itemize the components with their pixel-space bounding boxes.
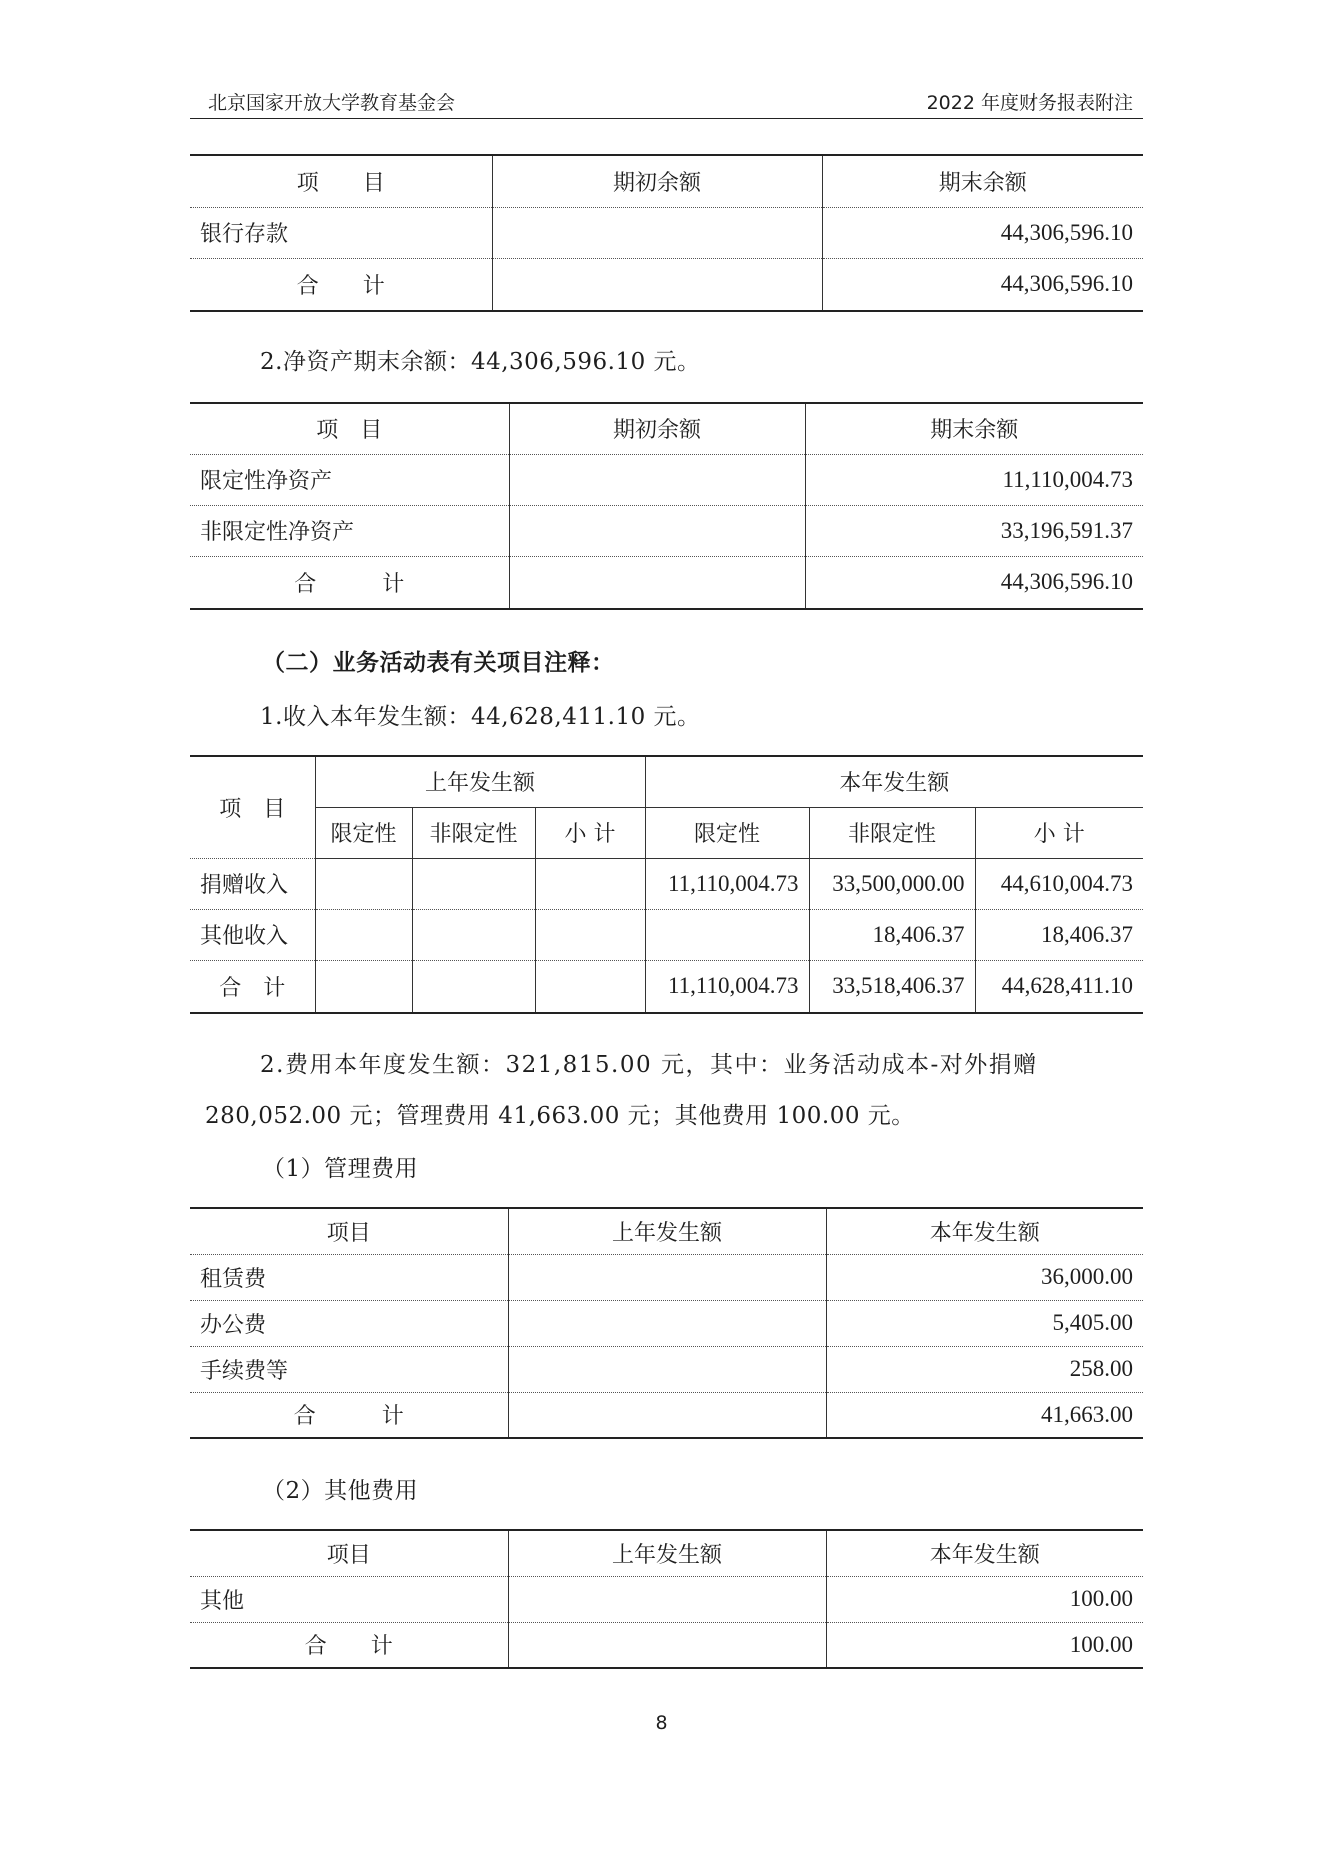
row-label: 合 计 [294, 571, 405, 597]
cell-value [645, 909, 809, 960]
row-label: 合 计 [219, 975, 286, 1001]
column-group-header: 上年发生额 [315, 756, 645, 807]
cell-value [535, 909, 645, 960]
cell-end: 44,306,596.10 [805, 556, 1143, 609]
other-expense-table [190, 1529, 1143, 1669]
cell-value [412, 858, 535, 909]
row-label: 其他收入 [190, 909, 315, 960]
row-label: 银行存款 [190, 207, 492, 258]
column-header: 非限定性 [809, 807, 975, 858]
table-header-row [190, 756, 1143, 807]
cell-value [315, 858, 412, 909]
row-label: 合 计 [296, 273, 385, 299]
cell-end: 11,110,004.73 [805, 454, 1143, 505]
column-header: 项目 [190, 1530, 508, 1576]
total-row [190, 1622, 1143, 1668]
column-header: 上年发生额 [508, 1208, 826, 1254]
cell-curr: 100.00 [826, 1622, 1143, 1668]
cell-curr: 100.00 [826, 1576, 1143, 1622]
column-header: 非限定性 [412, 807, 535, 858]
row-label: 办公费 [190, 1300, 508, 1346]
cell-end: 44,306,596.10 [822, 207, 1143, 258]
cell-value: 44,610,004.73 [975, 858, 1143, 909]
cell-value: 11,110,004.73 [645, 858, 809, 909]
cell-start [509, 454, 805, 505]
cell-end: 44,306,596.10 [822, 258, 1143, 311]
page-number: 8 [655, 1712, 668, 1734]
row-label: 合 计 [293, 1404, 404, 1430]
table-header-row [190, 155, 1143, 207]
total-row [190, 258, 1143, 311]
row-label: 捐赠收入 [190, 858, 315, 909]
cell-value [535, 858, 645, 909]
table-row [190, 1254, 1143, 1300]
cell-prev [508, 1622, 826, 1668]
total-row [190, 556, 1143, 609]
column-header: 限定性 [315, 807, 412, 858]
table-row [190, 207, 1143, 258]
table-row [190, 1346, 1143, 1392]
header-report-title: 2022 年度财务报表附注 [926, 92, 1133, 114]
cell-value [315, 909, 412, 960]
total-row [190, 960, 1143, 1013]
cell-start [492, 258, 822, 311]
column-header: 项 目 [190, 756, 315, 858]
column-header: 项 目 [190, 155, 492, 207]
header-rule [190, 118, 1143, 119]
cell-curr: 41,663.00 [826, 1392, 1143, 1438]
column-header: 小 计 [975, 807, 1143, 858]
column-header: 期末余额 [805, 403, 1143, 454]
cell-start [509, 556, 805, 609]
cell-prev [508, 1254, 826, 1300]
income-paragraph: 1.收入本年发生额：44,628,411.10 元。 [260, 704, 701, 730]
management-expense-table [190, 1207, 1143, 1439]
cell-start [509, 505, 805, 556]
column-header: 项目 [190, 1208, 508, 1254]
column-header: 期初余额 [509, 403, 805, 454]
column-header: 期初余额 [492, 155, 822, 207]
cell-value: 11,110,004.73 [645, 960, 809, 1013]
cell-value [535, 960, 645, 1013]
column-header: 小 计 [535, 807, 645, 858]
total-row [190, 1392, 1143, 1438]
cell-prev [508, 1392, 826, 1438]
cell-curr: 5,405.00 [826, 1300, 1143, 1346]
bank-balance-table [190, 154, 1143, 312]
cell-value: 18,406.37 [975, 909, 1143, 960]
row-label: 合 计 [304, 1634, 393, 1660]
row-label: 限定性净资产 [190, 454, 509, 505]
cell-curr: 258.00 [826, 1346, 1143, 1392]
header-org-name: 北京国家开放大学教育基金会 [208, 92, 456, 114]
table-subheader-row [190, 807, 1143, 858]
cell-prev [508, 1300, 826, 1346]
column-header: 本年发生额 [826, 1208, 1143, 1254]
column-header: 期末余额 [822, 155, 1143, 207]
table-row [190, 454, 1143, 505]
row-label: 租赁费 [190, 1254, 508, 1300]
table-row [190, 858, 1143, 909]
table-header-row [190, 403, 1143, 454]
row-label: 非限定性净资产 [190, 505, 509, 556]
cell-value: 33,518,406.37 [809, 960, 975, 1013]
table-row [190, 1300, 1143, 1346]
column-header: 限定性 [645, 807, 809, 858]
row-label: 手续费等 [190, 1346, 508, 1392]
cell-end: 33,196,591.37 [805, 505, 1143, 556]
subsection-heading: （1）管理费用 [262, 1156, 419, 1182]
net-assets-paragraph: 2.净资产期末余额：44,306,596.10 元。 [260, 349, 701, 375]
cell-prev [508, 1576, 826, 1622]
cell-curr: 36,000.00 [826, 1254, 1143, 1300]
cell-prev [508, 1346, 826, 1392]
section-heading: （二）业务活动表有关项目注释： [262, 649, 615, 676]
table-row [190, 909, 1143, 960]
cell-value [412, 909, 535, 960]
cell-value [412, 960, 535, 1013]
table-header-row [190, 1530, 1143, 1576]
expense-paragraph-line1: 2.费用本年度发生额：321,815.00 元，其中：业务活动成本-对外捐赠 [260, 1052, 1038, 1078]
column-header: 上年发生额 [508, 1530, 826, 1576]
table-row [190, 1576, 1143, 1622]
column-header: 项 目 [190, 403, 509, 454]
subsection-heading: （2）其他费用 [262, 1478, 419, 1504]
income-table [190, 755, 1143, 1014]
table-row [190, 505, 1143, 556]
expense-paragraph-line2: 280,052.00 元；管理费用 41,663.00 元；其他费用 100.00 元。 [205, 1103, 915, 1129]
net-assets-table [190, 402, 1143, 610]
column-group-header: 本年发生额 [645, 756, 1143, 807]
row-label: 其他 [190, 1576, 508, 1622]
column-header: 本年发生额 [826, 1530, 1143, 1576]
cell-value: 44,628,411.10 [975, 960, 1143, 1013]
table-header-row [190, 1208, 1143, 1254]
cell-value [315, 960, 412, 1013]
cell-value: 33,500,000.00 [809, 858, 975, 909]
cell-start [492, 207, 822, 258]
cell-value: 18,406.37 [809, 909, 975, 960]
